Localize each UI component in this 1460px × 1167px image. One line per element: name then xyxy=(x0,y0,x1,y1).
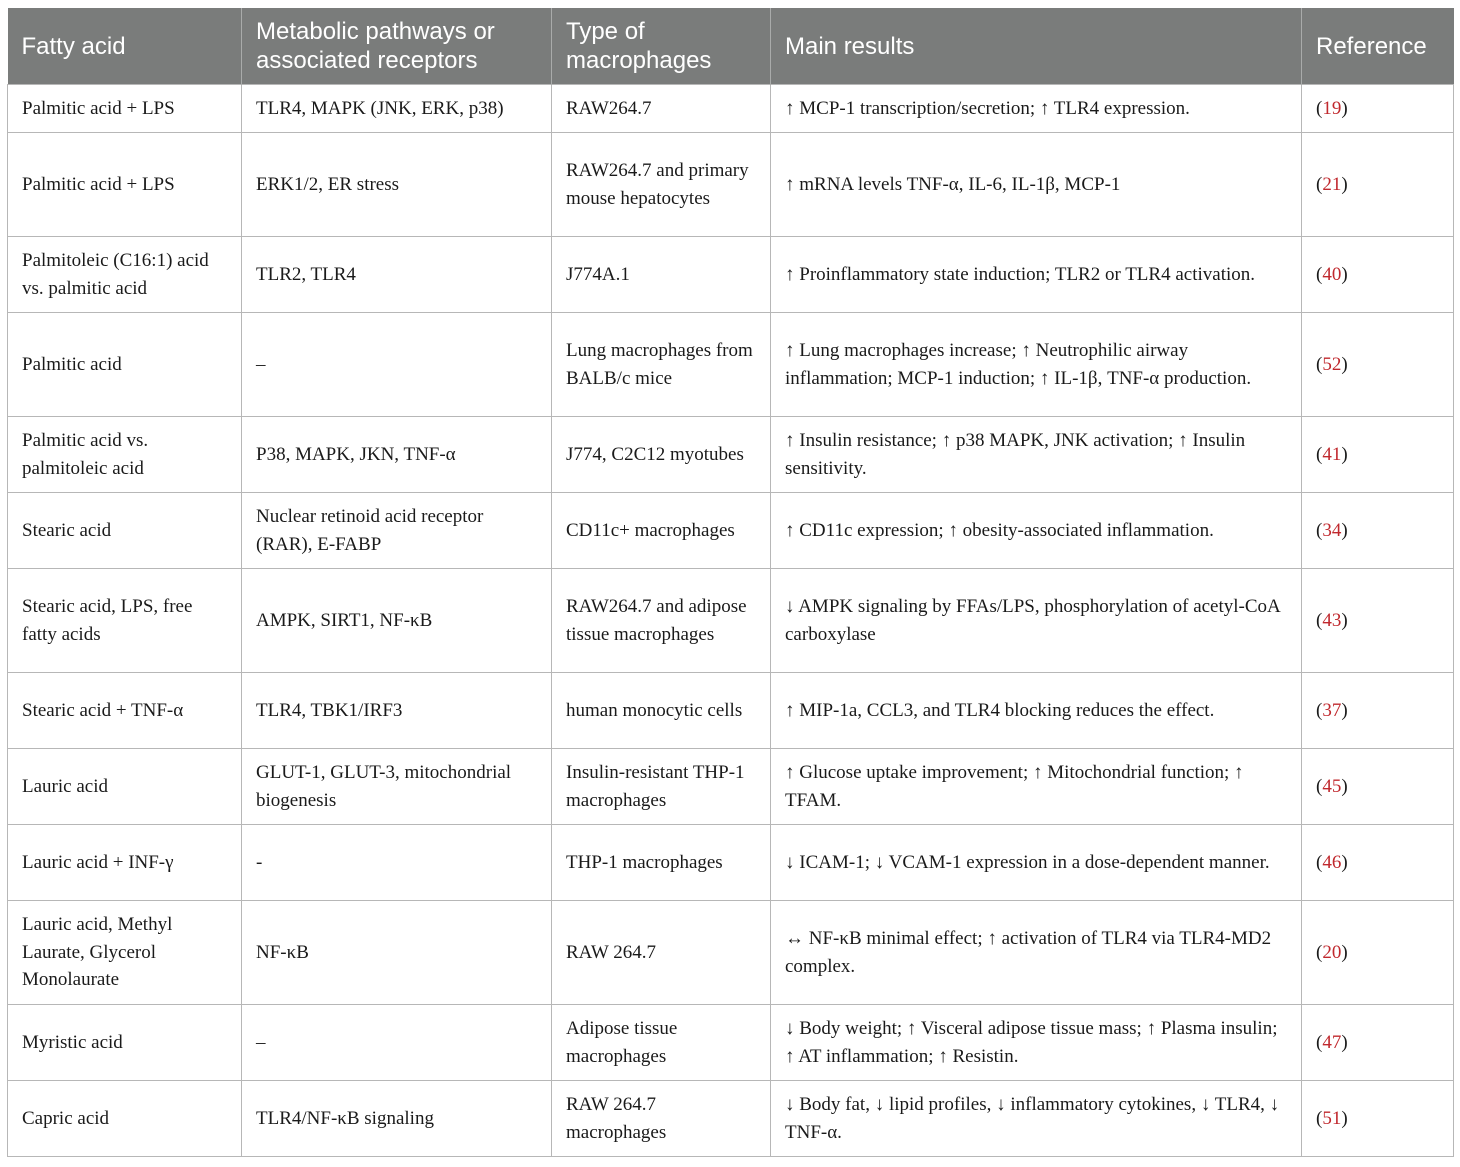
cell-macrophages: RAW 264.7 macrophages xyxy=(552,1081,771,1157)
cell-main-results: ↓ Body weight; ↑ Visceral adipose tissue mass; ↑ Plasma insulin; ↑ AT inflammation; ↑ Resistin. xyxy=(771,1005,1302,1081)
cell-fatty-acid: Lauric acid xyxy=(8,749,242,825)
reference-link[interactable]: 51 xyxy=(1322,1107,1342,1129)
cell-pathways: GLUT-1, GLUT-3, mitochondrial biogenesis xyxy=(242,749,552,825)
table-row xyxy=(8,1005,1454,1081)
table-row xyxy=(8,237,1454,313)
cell-main-results: ↑ Glucose uptake improvement; ↑ Mitochondrial function; ↑ TFAM. xyxy=(771,749,1302,825)
cell-macrophages: Insulin-resistant THP-1 macrophages xyxy=(552,749,771,825)
cell-main-results: ↑ MIP-1a, CCL3, and TLR4 blocking reduces the effect. xyxy=(771,673,1302,749)
cell-fatty-acid: Stearic acid + TNF-α xyxy=(8,673,242,749)
reference-link[interactable]: 41 xyxy=(1322,443,1342,465)
reference-link[interactable]: 34 xyxy=(1322,519,1342,541)
cell-fatty-acid: Palmitic acid vs. palmitoleic acid xyxy=(8,417,242,493)
cell-pathways: – xyxy=(242,313,552,417)
cell-reference: (37) xyxy=(1302,673,1454,749)
cell-pathways: Nuclear retinoid acid receptor (RAR), E-FABP xyxy=(242,493,552,569)
cell-fatty-acid: Stearic acid, LPS, free fatty acids xyxy=(8,569,242,673)
reference-link[interactable]: 20 xyxy=(1322,941,1342,963)
cell-fatty-acid: Palmitic acid + LPS xyxy=(8,85,242,133)
cell-macrophages: RAW264.7 xyxy=(552,85,771,133)
cell-pathways: - xyxy=(242,825,552,901)
cell-main-results: ↑ CD11c expression; ↑ obesity-associated inflammation. xyxy=(771,493,1302,569)
cell-reference: (45) xyxy=(1302,749,1454,825)
cell-fatty-acid: Palmitic acid + LPS xyxy=(8,133,242,237)
table-header xyxy=(8,8,1454,85)
cell-macrophages: human monocytic cells xyxy=(552,673,771,749)
cell-main-results: ↓ AMPK signaling by FFAs/LPS, phosphorylation of acetyl-CoA carboxylase xyxy=(771,569,1302,673)
table-row xyxy=(8,1081,1454,1157)
reference-link[interactable]: 40 xyxy=(1322,263,1342,285)
cell-reference: (34) xyxy=(1302,493,1454,569)
cell-reference: (47) xyxy=(1302,1005,1454,1081)
header-pathways: Metabolic pathways or associated receptors xyxy=(242,8,552,85)
cell-pathways: – xyxy=(242,1005,552,1081)
header-macrophages: Type of macrophages xyxy=(552,8,771,85)
cell-macrophages: J774, C2C12 myotubes xyxy=(552,417,771,493)
reference-link[interactable]: 43 xyxy=(1322,609,1342,631)
cell-macrophages: Adipose tissue macrophages xyxy=(552,1005,771,1081)
reference-link[interactable]: 19 xyxy=(1322,97,1342,119)
cell-main-results: ↑ Proinflammatory state induction; TLR2 or TLR4 activation. xyxy=(771,237,1302,313)
table-body xyxy=(8,85,1454,1157)
cell-pathways: TLR4/NF-κB signaling xyxy=(242,1081,552,1157)
cell-reference: (19) xyxy=(1302,85,1454,133)
header-reference: Reference xyxy=(1302,8,1454,85)
cell-main-results: ↑ Insulin resistance; ↑ p38 MAPK, JNK activation; ↑ Insulin sensitivity. xyxy=(771,417,1302,493)
cell-main-results: ↓ ICAM-1; ↓ VCAM-1 expression in a dose-dependent manner. xyxy=(771,825,1302,901)
cell-pathways: TLR4, MAPK (JNK, ERK, p38) xyxy=(242,85,552,133)
table-row xyxy=(8,569,1454,673)
cell-pathways: NF-κB xyxy=(242,901,552,1005)
reference-link[interactable]: 46 xyxy=(1322,851,1342,873)
cell-fatty-acid: Lauric acid, Methyl Laurate, Glycerol Monolaurate xyxy=(8,901,242,1005)
cell-macrophages: THP-1 macrophages xyxy=(552,825,771,901)
cell-pathways: TLR4, TBK1/IRF3 xyxy=(242,673,552,749)
table-row xyxy=(8,749,1454,825)
cell-macrophages: RAW 264.7 xyxy=(552,901,771,1005)
cell-macrophages: RAW264.7 and adipose tissue macrophages xyxy=(552,569,771,673)
cell-pathways: P38, MAPK, JKN, TNF-α xyxy=(242,417,552,493)
cell-pathways: ERK1/2, ER stress xyxy=(242,133,552,237)
cell-main-results: ↑ Lung macrophages increase; ↑ Neutrophilic airway inflammation; MCP-1 induction; ↑ IL-1β, TNF-α production. xyxy=(771,313,1302,417)
table-row xyxy=(8,85,1454,133)
cell-main-results: ↑ MCP-1 transcription/secretion; ↑ TLR4 expression. xyxy=(771,85,1302,133)
reference-link[interactable]: 37 xyxy=(1322,699,1342,721)
cell-reference: (43) xyxy=(1302,569,1454,673)
cell-main-results: ↓ Body fat, ↓ lipid profiles, ↓ inflammatory cytokines, ↓ TLR4, ↓ TNF-α. xyxy=(771,1081,1302,1157)
cell-main-results: ↔ NF-κB minimal effect; ↑ activation of TLR4 via TLR4-MD2 complex. xyxy=(771,901,1302,1005)
cell-pathways: AMPK, SIRT1, NF-κB xyxy=(242,569,552,673)
reference-link[interactable]: 52 xyxy=(1322,353,1342,375)
cell-pathways: TLR2, TLR4 xyxy=(242,237,552,313)
reference-link[interactable]: 21 xyxy=(1322,173,1342,195)
fatty-acid-table xyxy=(7,8,1454,1157)
cell-main-results: ↑ mRNA levels TNF-α, IL-6, IL-1β, MCP-1 xyxy=(771,133,1302,237)
table-row xyxy=(8,825,1454,901)
cell-fatty-acid: Lauric acid + INF-γ xyxy=(8,825,242,901)
cell-fatty-acid: Stearic acid xyxy=(8,493,242,569)
cell-fatty-acid: Palmitic acid xyxy=(8,313,242,417)
cell-reference: (40) xyxy=(1302,237,1454,313)
cell-reference: (52) xyxy=(1302,313,1454,417)
cell-reference: (41) xyxy=(1302,417,1454,493)
reference-link[interactable]: 47 xyxy=(1322,1031,1342,1053)
cell-reference: (21) xyxy=(1302,133,1454,237)
cell-fatty-acid: Myristic acid xyxy=(8,1005,242,1081)
cell-macrophages: J774A.1 xyxy=(552,237,771,313)
header-fatty-acid: Fatty acid xyxy=(8,8,242,85)
table-row xyxy=(8,901,1454,1005)
cell-reference: (20) xyxy=(1302,901,1454,1005)
cell-reference: (46) xyxy=(1302,825,1454,901)
table-row xyxy=(8,493,1454,569)
cell-macrophages: CD11c+ macrophages xyxy=(552,493,771,569)
table-row xyxy=(8,313,1454,417)
header-main-results: Main results xyxy=(771,8,1302,85)
table-row xyxy=(8,673,1454,749)
cell-reference: (51) xyxy=(1302,1081,1454,1157)
table-row xyxy=(8,417,1454,493)
reference-link[interactable]: 45 xyxy=(1322,775,1342,797)
cell-macrophages: Lung macrophages from BALB/c mice xyxy=(552,313,771,417)
table-row xyxy=(8,133,1454,237)
cell-fatty-acid: Palmitoleic (C16:1) acid vs. palmitic acid xyxy=(8,237,242,313)
cell-macrophages: RAW264.7 and primary mouse hepatocytes xyxy=(552,133,771,237)
fatty-acid-table-container xyxy=(7,8,1453,1157)
cell-fatty-acid: Capric acid xyxy=(8,1081,242,1157)
header-row xyxy=(8,8,1454,85)
